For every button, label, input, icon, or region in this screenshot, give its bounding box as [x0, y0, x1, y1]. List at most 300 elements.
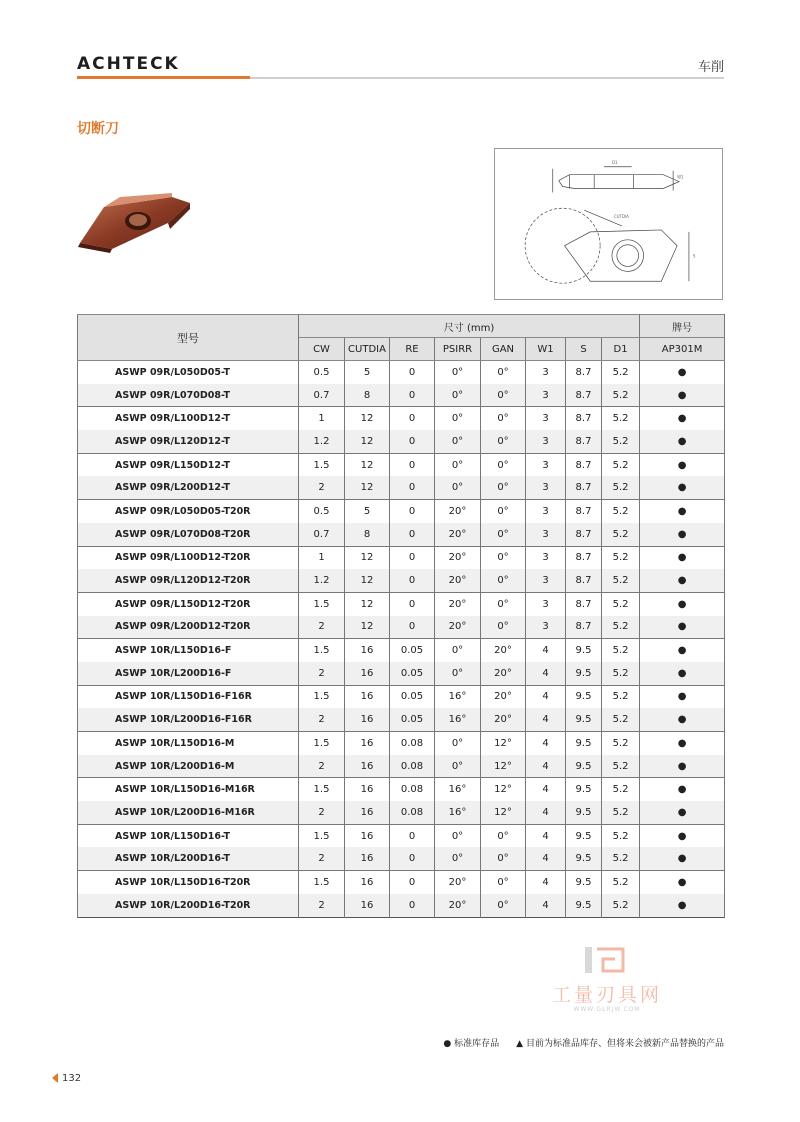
w1-cell: 4	[526, 755, 566, 778]
table-row	[78, 453, 725, 476]
gan-cell: 0°	[481, 430, 526, 453]
gan-cell: 0°	[481, 616, 526, 639]
re-cell: 0	[390, 384, 435, 407]
col-header-cutdia: CUTDIA	[345, 338, 390, 361]
w1-cell: 4	[526, 871, 566, 894]
w1-cell: 3	[526, 546, 566, 569]
cutdia-cell: 16	[345, 778, 390, 801]
s-cell: 8.7	[566, 453, 602, 476]
svg-text:S: S	[692, 253, 696, 259]
legend	[437, 1036, 724, 1049]
gan-cell: 0°	[481, 384, 526, 407]
dimensions-header: 尺寸 (mm)	[299, 315, 640, 338]
re-cell: 0	[390, 569, 435, 592]
grade-availability-cell: ●	[640, 453, 725, 476]
watermark-text: 工量刃具网	[551, 984, 662, 1006]
w1-cell: 3	[526, 569, 566, 592]
psirr-cell: 20°	[435, 500, 481, 523]
w1-cell: 4	[526, 708, 566, 731]
table-row	[78, 732, 725, 755]
cutdia-cell: 12	[345, 430, 390, 453]
d1-cell: 5.2	[602, 778, 640, 801]
psirr-cell: 0°	[435, 662, 481, 685]
d1-cell: 5.2	[602, 616, 640, 639]
s-cell: 9.5	[566, 847, 602, 870]
re-cell: 0.05	[390, 708, 435, 731]
re-cell: 0	[390, 824, 435, 847]
grade-availability-cell: ●	[640, 616, 725, 639]
cw-cell: 2	[299, 662, 345, 685]
col-header-d1: D1	[602, 338, 640, 361]
s-cell: 9.5	[566, 685, 602, 708]
cutdia-cell: 12	[345, 546, 390, 569]
technical-drawing	[494, 148, 723, 300]
model-cell: ASWP 10R/L150D16-F	[78, 639, 299, 662]
re-cell: 0	[390, 523, 435, 546]
cw-cell: 0.5	[299, 361, 345, 384]
table-row	[78, 685, 725, 708]
d1-cell: 5.2	[602, 407, 640, 430]
w1-cell: 4	[526, 801, 566, 824]
re-cell: 0	[390, 894, 435, 917]
d1-cell: 5.2	[602, 592, 640, 615]
table-row	[78, 824, 725, 847]
gan-cell: 20°	[481, 685, 526, 708]
legend-replace-symbol: ▲	[516, 1039, 523, 1049]
grade-availability-cell: ●	[640, 662, 725, 685]
category-title: 切断刀	[77, 121, 119, 137]
model-cell: ASWP 09R/L200D12-T20R	[78, 616, 299, 639]
re-cell: 0.08	[390, 732, 435, 755]
d1-cell: 5.2	[602, 847, 640, 870]
psirr-cell: 0°	[435, 847, 481, 870]
model-cell: ASWP 09R/L200D12-T	[78, 476, 299, 499]
cw-cell: 1.2	[299, 569, 345, 592]
cutdia-cell: 16	[345, 662, 390, 685]
w1-cell: 3	[526, 384, 566, 407]
grade-availability-cell: ●	[640, 569, 725, 592]
grade-availability-cell: ●	[640, 476, 725, 499]
table-row	[78, 592, 725, 615]
model-cell: ASWP 10R/L200D16-T	[78, 847, 299, 870]
gan-cell: 0°	[481, 523, 526, 546]
cw-cell: 2	[299, 476, 345, 499]
s-cell: 8.7	[566, 476, 602, 499]
cw-cell: 0.7	[299, 384, 345, 407]
cw-cell: 1.5	[299, 453, 345, 476]
svg-text:D1: D1	[611, 159, 618, 165]
brand-logo: ACHTECK	[77, 54, 180, 74]
psirr-cell: 0°	[435, 453, 481, 476]
page-number	[52, 1073, 81, 1084]
cutdia-cell: 12	[345, 616, 390, 639]
d1-cell: 5.2	[602, 755, 640, 778]
legend-stock-text: 标准库存品	[454, 1039, 500, 1049]
w1-cell: 4	[526, 824, 566, 847]
psirr-cell: 20°	[435, 894, 481, 917]
col-header-psirr: PSIRR	[435, 338, 481, 361]
cutdia-cell: 16	[345, 824, 390, 847]
d1-cell: 5.2	[602, 430, 640, 453]
w1-cell: 3	[526, 500, 566, 523]
cw-cell: 1	[299, 546, 345, 569]
gan-cell: 0°	[481, 894, 526, 917]
model-cell: ASWP 09R/L050D05-T20R	[78, 500, 299, 523]
col-header-w1: W1	[526, 338, 566, 361]
psirr-cell: 0°	[435, 732, 481, 755]
psirr-cell: 16°	[435, 708, 481, 731]
psirr-cell: 0°	[435, 384, 481, 407]
psirr-cell: 0°	[435, 361, 481, 384]
model-cell: ASWP 09R/L070D08-T20R	[78, 523, 299, 546]
model-cell: ASWP 10R/L150D16-M	[78, 732, 299, 755]
table-row	[78, 569, 725, 592]
d1-cell: 5.2	[602, 384, 640, 407]
gan-cell: 0°	[481, 453, 526, 476]
re-cell: 0	[390, 616, 435, 639]
re-cell: 0.08	[390, 801, 435, 824]
s-cell: 9.5	[566, 708, 602, 731]
page-arrow-icon	[52, 1073, 58, 1083]
model-cell: ASWP 10R/L200D16-T20R	[78, 894, 299, 917]
grade-availability-cell: ●	[640, 778, 725, 801]
col-header-s: S	[566, 338, 602, 361]
header-divider-line	[250, 77, 724, 79]
s-cell: 8.7	[566, 407, 602, 430]
model-cell: ASWP 09R/L120D12-T	[78, 430, 299, 453]
s-cell: 8.7	[566, 430, 602, 453]
s-cell: 9.5	[566, 662, 602, 685]
col-header-grade: AP301M	[640, 338, 725, 361]
d1-cell: 5.2	[602, 500, 640, 523]
table-row	[78, 847, 725, 870]
gan-cell: 12°	[481, 732, 526, 755]
table-row	[78, 430, 725, 453]
grade-availability-cell: ●	[640, 546, 725, 569]
re-cell: 0	[390, 500, 435, 523]
grade-availability-cell: ●	[640, 894, 725, 917]
gan-cell: 12°	[481, 801, 526, 824]
s-cell: 8.7	[566, 361, 602, 384]
w1-cell: 4	[526, 732, 566, 755]
d1-cell: 5.2	[602, 732, 640, 755]
page-number-text: 132	[62, 1073, 82, 1084]
cw-cell: 2	[299, 616, 345, 639]
w1-cell: 4	[526, 662, 566, 685]
cutdia-cell: 12	[345, 476, 390, 499]
re-cell: 0	[390, 476, 435, 499]
grade-availability-cell: ●	[640, 847, 725, 870]
psirr-cell: 0°	[435, 824, 481, 847]
model-cell: ASWP 09R/L120D12-T20R	[78, 569, 299, 592]
s-cell: 9.5	[566, 639, 602, 662]
gan-cell: 0°	[481, 592, 526, 615]
grade-availability-cell: ●	[640, 407, 725, 430]
psirr-cell: 16°	[435, 778, 481, 801]
s-cell: 8.7	[566, 546, 602, 569]
w1-cell: 4	[526, 778, 566, 801]
w1-cell: 3	[526, 592, 566, 615]
cutdia-cell: 16	[345, 639, 390, 662]
grade-availability-cell: ●	[640, 361, 725, 384]
gan-cell: 12°	[481, 755, 526, 778]
cw-cell: 0.7	[299, 523, 345, 546]
model-cell: ASWP 09R/L150D12-T	[78, 453, 299, 476]
cutdia-cell: 8	[345, 384, 390, 407]
cw-cell: 1.5	[299, 732, 345, 755]
grade-availability-cell: ●	[640, 685, 725, 708]
model-cell: ASWP 09R/L070D08-T	[78, 384, 299, 407]
psirr-cell: 20°	[435, 546, 481, 569]
d1-cell: 5.2	[602, 476, 640, 499]
grade-availability-cell: ●	[640, 384, 725, 407]
model-cell: ASWP 10R/L200D16-F	[78, 662, 299, 685]
gan-cell: 20°	[481, 662, 526, 685]
psirr-cell: 20°	[435, 523, 481, 546]
model-cell: ASWP 10R/L200D16-F16R	[78, 708, 299, 731]
grade-availability-cell: ●	[640, 500, 725, 523]
re-cell: 0.05	[390, 685, 435, 708]
cutdia-cell: 12	[345, 407, 390, 430]
re-cell: 0.05	[390, 662, 435, 685]
w1-cell: 4	[526, 847, 566, 870]
gan-cell: 20°	[481, 639, 526, 662]
grade-availability-cell: ●	[640, 732, 725, 755]
cutdia-cell: 12	[345, 453, 390, 476]
model-cell: ASWP 09R/L150D12-T20R	[78, 592, 299, 615]
d1-cell: 5.2	[602, 801, 640, 824]
re-cell: 0.08	[390, 778, 435, 801]
d1-cell: 5.2	[602, 685, 640, 708]
header-accent-line	[77, 76, 250, 79]
table-row	[78, 407, 725, 430]
grade-availability-cell: ●	[640, 824, 725, 847]
d1-cell: 5.2	[602, 453, 640, 476]
s-cell: 8.7	[566, 569, 602, 592]
cutdia-cell: 16	[345, 801, 390, 824]
watermark-url: WWW.GLRJW.COM	[573, 1006, 641, 1013]
svg-text:CUTDIA: CUTDIA	[613, 214, 629, 220]
cw-cell: 2	[299, 708, 345, 731]
re-cell: 0.08	[390, 755, 435, 778]
cutdia-cell: 16	[345, 847, 390, 870]
s-cell: 9.5	[566, 778, 602, 801]
spec-table	[77, 314, 725, 918]
model-cell: ASWP 10R/L150D16-T	[78, 824, 299, 847]
psirr-cell: 0°	[435, 476, 481, 499]
s-cell: 9.5	[566, 871, 602, 894]
gan-cell: 0°	[481, 407, 526, 430]
model-cell: ASWP 10R/L200D16-M16R	[78, 801, 299, 824]
model-cell: ASWP 10R/L200D16-M	[78, 755, 299, 778]
model-cell: ASWP 10R/L150D16-T20R	[78, 871, 299, 894]
re-cell: 0	[390, 361, 435, 384]
cutdia-cell: 5	[345, 361, 390, 384]
table-row	[78, 384, 725, 407]
d1-cell: 5.2	[602, 523, 640, 546]
table-row	[78, 894, 725, 917]
s-cell: 8.7	[566, 500, 602, 523]
spec-table-body	[78, 361, 725, 918]
grade-availability-cell: ●	[640, 871, 725, 894]
table-row	[78, 801, 725, 824]
legend-stock-symbol: ●	[443, 1039, 452, 1049]
insert-photo	[72, 185, 197, 255]
gan-cell: 0°	[481, 824, 526, 847]
table-row	[78, 778, 725, 801]
cutdia-cell: 5	[345, 500, 390, 523]
cw-cell: 1.5	[299, 778, 345, 801]
d1-cell: 5.2	[602, 639, 640, 662]
grade-availability-cell: ●	[640, 755, 725, 778]
grade-header: 牌号	[640, 315, 725, 338]
psirr-cell: 16°	[435, 801, 481, 824]
watermark-logo	[583, 945, 633, 975]
d1-cell: 5.2	[602, 361, 640, 384]
table-row	[78, 546, 725, 569]
psirr-cell: 16°	[435, 685, 481, 708]
s-cell: 8.7	[566, 523, 602, 546]
s-cell: 9.5	[566, 755, 602, 778]
gan-cell: 0°	[481, 569, 526, 592]
s-cell: 8.7	[566, 384, 602, 407]
col-header-gan: GAN	[481, 338, 526, 361]
svg-text:W1: W1	[677, 174, 684, 180]
w1-cell: 4	[526, 685, 566, 708]
cutdia-cell: 16	[345, 755, 390, 778]
cw-cell: 0.5	[299, 500, 345, 523]
cw-cell: 1.5	[299, 685, 345, 708]
re-cell: 0.05	[390, 639, 435, 662]
grade-availability-cell: ●	[640, 430, 725, 453]
col-header-re: RE	[390, 338, 435, 361]
d1-cell: 5.2	[602, 871, 640, 894]
cw-cell: 1	[299, 407, 345, 430]
cutdia-cell: 12	[345, 569, 390, 592]
grade-availability-cell: ●	[640, 708, 725, 731]
psirr-cell: 0°	[435, 407, 481, 430]
psirr-cell: 20°	[435, 592, 481, 615]
psirr-cell: 0°	[435, 639, 481, 662]
cw-cell: 1.5	[299, 871, 345, 894]
gan-cell: 0°	[481, 500, 526, 523]
re-cell: 0	[390, 871, 435, 894]
w1-cell: 3	[526, 453, 566, 476]
table-row	[78, 708, 725, 731]
psirr-cell: 20°	[435, 616, 481, 639]
grade-availability-cell: ●	[640, 801, 725, 824]
cw-cell: 1.5	[299, 639, 345, 662]
cutdia-cell: 12	[345, 592, 390, 615]
cutdia-cell: 16	[345, 871, 390, 894]
cutdia-cell: 16	[345, 685, 390, 708]
psirr-cell: 20°	[435, 871, 481, 894]
table-row	[78, 361, 725, 384]
model-header: 型号	[78, 315, 299, 361]
s-cell: 9.5	[566, 894, 602, 917]
d1-cell: 5.2	[602, 569, 640, 592]
w1-cell: 3	[526, 616, 566, 639]
section-tag: 车削	[697, 60, 724, 75]
s-cell: 9.5	[566, 824, 602, 847]
re-cell: 0	[390, 847, 435, 870]
gan-cell: 0°	[481, 871, 526, 894]
grade-availability-cell: ●	[640, 639, 725, 662]
d1-cell: 5.2	[602, 662, 640, 685]
psirr-cell: 20°	[435, 569, 481, 592]
d1-cell: 5.2	[602, 546, 640, 569]
gan-cell: 0°	[481, 361, 526, 384]
model-cell: ASWP 09R/L050D05-T	[78, 361, 299, 384]
table-row	[78, 523, 725, 546]
model-cell: ASWP 10R/L150D16-M16R	[78, 778, 299, 801]
cw-cell: 2	[299, 847, 345, 870]
model-cell: ASWP 10R/L150D16-F16R	[78, 685, 299, 708]
d1-cell: 5.2	[602, 894, 640, 917]
w1-cell: 4	[526, 894, 566, 917]
s-cell: 8.7	[566, 592, 602, 615]
re-cell: 0	[390, 546, 435, 569]
psirr-cell: 0°	[435, 755, 481, 778]
model-cell: ASWP 09R/L100D12-T	[78, 407, 299, 430]
gan-cell: 12°	[481, 778, 526, 801]
cw-cell: 1.2	[299, 430, 345, 453]
col-header-cw: CW	[299, 338, 345, 361]
w1-cell: 4	[526, 639, 566, 662]
grade-availability-cell: ●	[640, 523, 725, 546]
cutdia-cell: 16	[345, 732, 390, 755]
table-row	[78, 616, 725, 639]
cw-cell: 2	[299, 801, 345, 824]
cutdia-cell: 8	[345, 523, 390, 546]
gan-cell: 0°	[481, 476, 526, 499]
psirr-cell: 0°	[435, 430, 481, 453]
s-cell: 9.5	[566, 801, 602, 824]
table-row	[78, 476, 725, 499]
d1-cell: 5.2	[602, 824, 640, 847]
table-row	[78, 639, 725, 662]
s-cell: 8.7	[566, 616, 602, 639]
table-row	[78, 871, 725, 894]
d1-cell: 5.2	[602, 708, 640, 731]
model-cell: ASWP 09R/L100D12-T20R	[78, 546, 299, 569]
gan-cell: 20°	[481, 708, 526, 731]
gan-cell: 0°	[481, 847, 526, 870]
s-cell: 9.5	[566, 732, 602, 755]
w1-cell: 3	[526, 523, 566, 546]
re-cell: 0	[390, 430, 435, 453]
cutdia-cell: 16	[345, 894, 390, 917]
w1-cell: 3	[526, 361, 566, 384]
legend-replace-text: 目前为标准品库存、但将来会被新产品替换的产品	[525, 1039, 724, 1049]
w1-cell: 3	[526, 476, 566, 499]
re-cell: 0	[390, 453, 435, 476]
table-row	[78, 500, 725, 523]
table-row	[78, 662, 725, 685]
table-row	[78, 755, 725, 778]
re-cell: 0	[390, 592, 435, 615]
cw-cell: 1.5	[299, 824, 345, 847]
cw-cell: 1.5	[299, 592, 345, 615]
re-cell: 0	[390, 407, 435, 430]
cutdia-cell: 16	[345, 708, 390, 731]
cw-cell: 2	[299, 894, 345, 917]
cw-cell: 2	[299, 755, 345, 778]
gan-cell: 0°	[481, 546, 526, 569]
w1-cell: 3	[526, 407, 566, 430]
grade-availability-cell: ●	[640, 592, 725, 615]
w1-cell: 3	[526, 430, 566, 453]
